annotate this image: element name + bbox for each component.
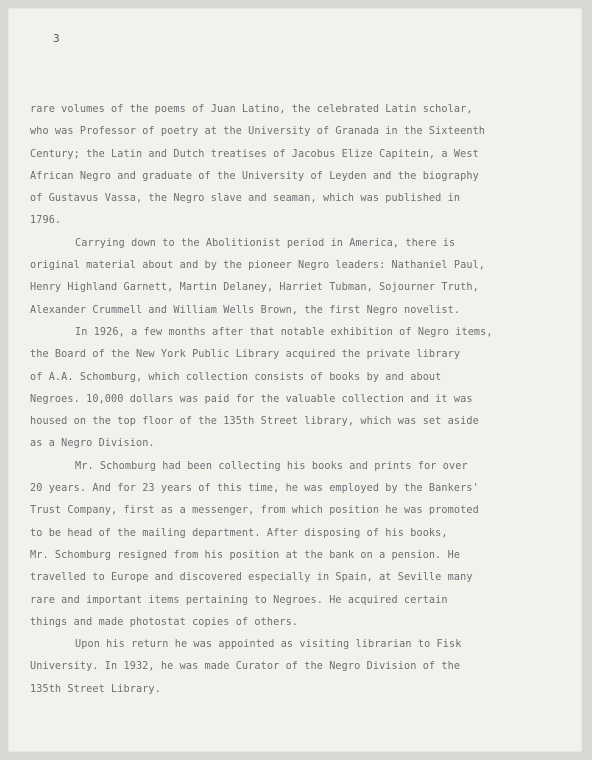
text-line: African Negro and graduate of the University of Leyden and the biography (30, 170, 479, 182)
text-line: 20 years. And for 23 years of this time, he was employed by the Bankers' (30, 483, 479, 495)
text-line: Trust Company, first as a messenger, from which position he was promoted (30, 505, 479, 517)
text-line: 135th Street Library. (30, 683, 161, 695)
text-line: who was Professor of poetry at the University of Granada in the Sixteenth (30, 126, 486, 138)
text-line: Upon his return he was appointed as visiting librarian to Fisk (75, 639, 462, 651)
text-line: Alexander Crummell and William Wells Brown, the first Negro novelist. (30, 304, 461, 316)
text-line: Century; the Latin and Dutch treatises of Jacobus Elize Capitein, a West (30, 148, 479, 160)
text-line: Carrying down to the Abolitionist period in America, there is (75, 237, 456, 249)
text-line: travelled to Europe and discovered especially in Spain, at Seville many (30, 572, 473, 584)
text-line: to be head of the mailing department. After disposing of his books, (30, 527, 448, 539)
typed-text-body (30, 99, 560, 701)
text-line: Henry Highland Garnett, Martin Delaney, Harriet Tubman, Sojourner Truth, (30, 282, 479, 294)
document-page (8, 8, 582, 752)
text-line: Negroes. 10,000 dollars was paid for the valuable collection and it was (30, 393, 473, 405)
text-line: housed on the top floor of the 135th Street library, which was set aside (30, 416, 479, 428)
text-line: Mr. Schomburg resigned from his position at the bank on a pension. He (30, 549, 461, 561)
text-line: University. In 1932, he was made Curator of the Negro Division of the (30, 661, 461, 673)
text-line: of A.A. Schomburg, which collection consists of books by and about (30, 371, 442, 383)
text-line: In 1926, a few months after that notable exhibition of Negro items, (75, 326, 493, 338)
text-line: of Gustavus Vassa, the Negro slave and seaman, which was published in (30, 193, 461, 205)
text-line: as a Negro Division. (30, 438, 155, 450)
page-number: 3 (53, 32, 60, 45)
text-line: original material about and by the pioneer Negro leaders: Nathaniel Paul, (30, 260, 486, 272)
text-line: things and made photostat copies of others. (30, 616, 299, 628)
text-line: 1796. (30, 215, 62, 227)
text-line: Mr. Schomburg had been collecting his books and prints for over (75, 460, 468, 472)
text-line: rare volumes of the poems of Juan Latino, the celebrated Latin scholar, (30, 104, 473, 115)
text-line: the Board of the New York Public Library acquired the private library (30, 349, 461, 361)
text-line: rare and important items pertaining to Negroes. He acquired certain (30, 594, 448, 606)
